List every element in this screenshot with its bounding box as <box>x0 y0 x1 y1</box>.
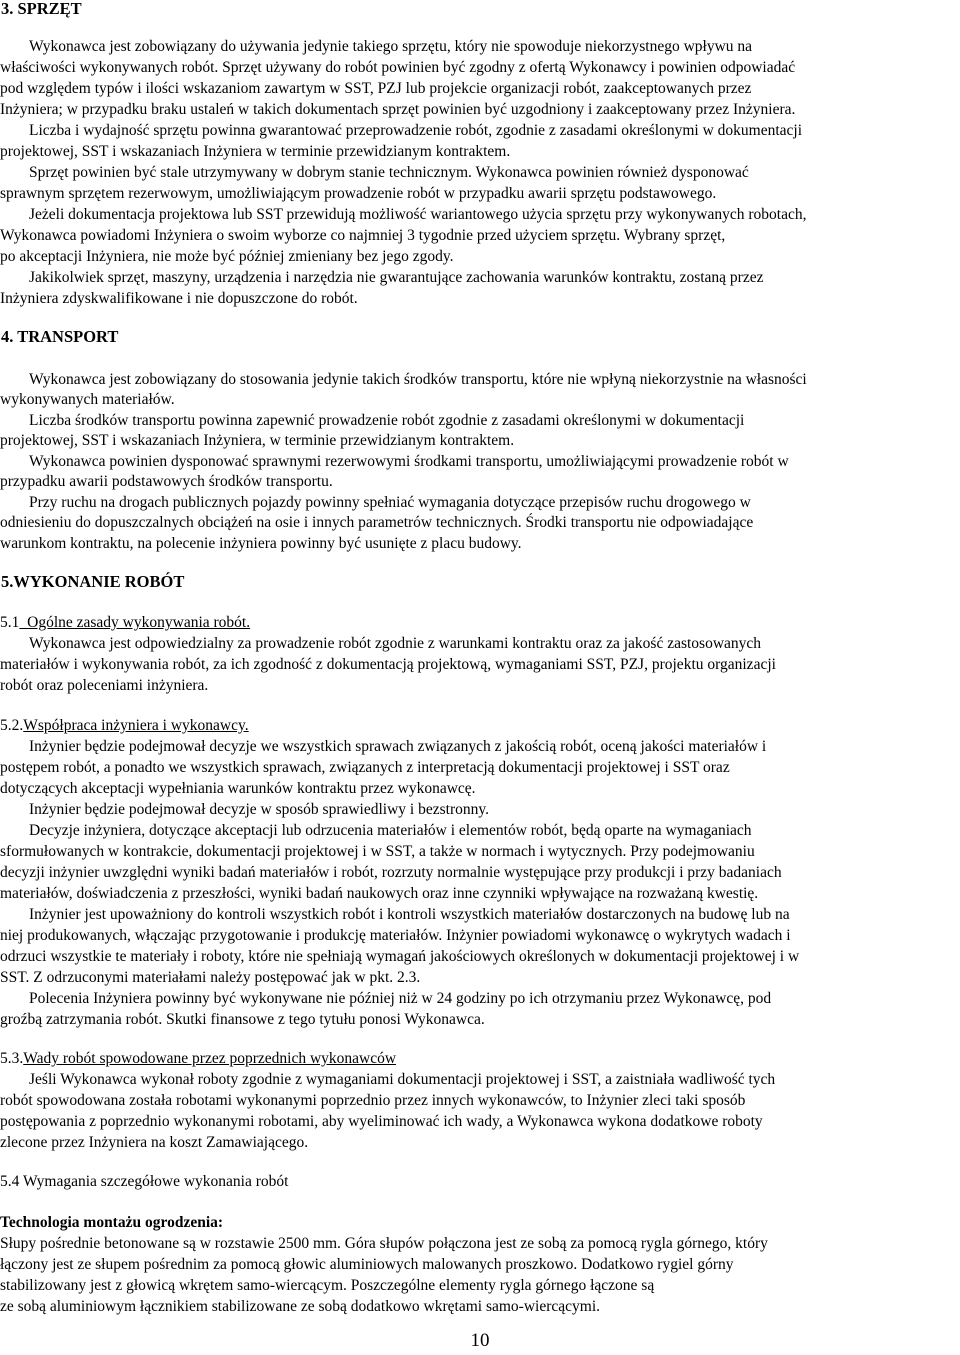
paragraph-line: niej produkowanych, włączając przygotowanie i produkcję materiałów. Inżynier powiadomi wykonawcę o wykrytych wadach i <box>0 927 791 944</box>
paragraph-line: materiałów i wykonywania robót, za ich zgodność z dokumentacją projektową, wymaganiami SST, PZJ, projektu organizacji <box>0 656 776 673</box>
subsection-number: 5.2. <box>0 717 24 734</box>
paragraph-line: sformułowanych w kontrakcie, dokumentacji projektowej i w SST, a także w normach i wytycznych. Przy podejmowaniu <box>0 843 755 860</box>
section-heading-transport: 4. TRANSPORT <box>1 327 119 346</box>
subsection-title: Ogólne zasady wykonywania robót. <box>19 614 251 631</box>
paragraph-line: robót spowodowana została robotami wykonanymi poprzednio przez innych wykonawców, to Inżynier zleci taki sposób <box>0 1092 746 1109</box>
paragraph-line: decyzji inżynier uwzględni wyniki badań materiałów i robót, rozrzuty normalnie występujące przy produkcji i przy badaniach <box>0 864 782 881</box>
paragraph-line: materiałów, doświadczenia z przeszłości, wyniki badań naukowych oraz inne czynniki wpływające na rozważaną kwestię. <box>0 885 759 902</box>
subsection-number: 5.3. <box>0 1050 24 1067</box>
paragraph-line: Wykonawca jest odpowiedzialny za prowadzenie robót zgodnie z warunkami kontraktu oraz za jakość zastosowanych <box>29 635 762 652</box>
subsection-heading-5-1 <box>0 613 250 633</box>
paragraph-line: Inżyniera zdyskwalifikowane i nie dopuszczone do robót. <box>0 290 358 307</box>
paragraph-line: warunkom kontraktu, na polecenie inżyniera powinny być usunięte z placu budowy. <box>0 535 522 552</box>
paragraph-line: Wykonawca jest zobowiązany do stosowania jedynie takich środków transportu, które nie wpłyną niekorzystnie na własności <box>29 371 807 388</box>
paragraph-line: ze sobą aluminiowym łącznikiem stabilizowane ze sobą dodatkowo wkrętami samo-wiercącymi. <box>0 1298 600 1315</box>
subsection-title: Współpraca inżyniera i wykonawcy. <box>23 717 249 734</box>
section-heading-wykonanie-robot: 5.WYKONANIE ROBÓT <box>1 572 185 591</box>
paragraph-line: Inżynier będzie podejmował decyzje we wszystkich sprawach związanych z jakością robót, oceną jakości materiałów i <box>29 738 767 755</box>
paragraph-line: zlecone przez Inżyniera na koszt Zamawiającego. <box>0 1134 309 1151</box>
paragraph-line: odniesieniu do dopuszczalnych obciążeń na osie i innych parametrów technicznych. Środki transportu nie odpowiadające <box>0 514 754 531</box>
paragraph-line: Liczba środków transportu powinna zapewnić prowadzenie robót zgodnie z zasadami określonymi w dokumentacji <box>29 412 745 429</box>
paragraph-line: Inżyniera; w przypadku braku ustaleń w takich dokumentach sprzęt powinien być uzgodniony i zaakceptowany przez Inżyniera. <box>0 101 796 118</box>
paragraph-line: robót oraz poleceniami inżyniera. <box>0 677 209 694</box>
section-heading-sprzet: 3. SPRZĘT <box>1 0 82 18</box>
paragraph-line: SST. Z odrzuconymi materiałami należy postępować jak w pkt. 2.3. <box>0 969 421 986</box>
subsection-title: Wady robót spowodowane przez poprzednich wykonawców <box>23 1050 397 1067</box>
paragraph-line: Wykonawca jest zobowiązany do używania jedynie takiego sprzętu, który nie spowoduje niekorzystnego wpływu na <box>29 38 753 55</box>
paragraph-line: Inżynier będzie podejmował decyzje w sposób sprawiedliwy i bezstronny. <box>29 801 489 818</box>
paragraph-line: Wykonawca powinien dysponować sprawnymi rezerwowymi środkami transportu, umożliwiającymi prowadzenie robót w <box>29 453 789 470</box>
paragraph-line: Wykonawca powiadomi Inżyniera o swoim wyborze co najmniej 3 tygodnie przed użyciem sprzętu. Wybrany sprzęt, <box>0 227 726 244</box>
paragraph-line: przypadku awarii podstawowych środków transportu. <box>0 473 333 490</box>
paragraph-line: projektowej, SST i wskazaniach Inżyniera, w terminie przewidzianym kontraktem. <box>0 432 515 449</box>
paragraph-line: Jeśli Wykonawca wykonał roboty zgodnie z wymaganiami dokumentacji projektowej i SST, a zaistniała wadliwość tych <box>29 1071 776 1088</box>
paragraph-line: łączony jest ze słupem pośrednim za pomocą głowic aluminiowych malowanych proszkowo. Dodatkowo rygiel górny <box>0 1256 734 1273</box>
paragraph-line: Liczba i wydajność sprzętu powinna gwarantować przeprowadzenie robót, zgodnie z zasadami określonymi w dokumentacji <box>29 122 803 139</box>
paragraph-line: odrzuci wszystkie te materiały i roboty, które nie spełniają wymagań jakościowych określonych w dokumentacji projektowej i w <box>0 948 800 965</box>
paragraph-line: postępowania z poprzednio wykonanymi robotami, aby wyeliminować ich wady, a Wykonawca wykona dodatkowe roboty <box>0 1113 763 1130</box>
paragraph-line: po akceptacji Inżyniera, nie może być później zmieniany bez jego zgody. <box>0 248 454 265</box>
subsection-heading-5-4: 5.4 Wymagania szczegółowe wykonania robót <box>0 1173 289 1190</box>
paragraph-line: pod względem typów i ilości wskazaniom zawartym w SST, PZJ lub projekcie organizacji robót, zaakceptowanych przez <box>0 80 752 97</box>
paragraph-line: Decyzje inżyniera, dotyczące akceptacji lub odrzucenia materiałów i elementów robót, będą oparte na wymaganiach <box>29 822 752 839</box>
subsection-heading-5-3 <box>0 1049 396 1069</box>
technology-heading: Technologia montażu ogrodzenia: <box>0 1214 224 1231</box>
paragraph-line: Jeżeli dokumentacja projektowa lub SST przewidują możliwość wariantowego użycia sprzętu przy wykonywanych robotach, <box>29 206 807 223</box>
paragraph-line: projektowej, SST i wskazaniach Inżyniera w terminie przewidzianym kontraktem. <box>0 143 511 160</box>
paragraph-line: Inżynier jest upoważniony do kontroli wszystkich robót i kontroli wszystkich materiałów dostarczonych na budowę lub na <box>29 906 790 923</box>
paragraph-line: Sprzęt powinien być stale utrzymywany w dobrym stanie technicznym. Wykonawca powinien również dysponować <box>29 164 749 181</box>
page-number: 10 <box>470 1330 490 1351</box>
subsection-heading-5-2 <box>0 716 249 736</box>
paragraph-line: dotyczących akceptacji wypełniania warunków kontraktu przez wykonawcę. <box>0 780 476 797</box>
paragraph-line: Słupy pośrednie betonowane są w rozstawie 2500 mm. Góra słupów połączona jest ze sobą za pomocą rygla górnego, który <box>0 1235 768 1252</box>
paragraph-line: właściwości wykonywanych robót. Sprzęt używany do robót powinien być zgodny z ofertą Wykonawcy i powinien odpowiadać <box>0 59 796 76</box>
paragraph-line: stabilizowany jest z głowicą wkrętem samo-wiercącym. Poszczególne elementy rygla górnego łączone są <box>0 1277 655 1294</box>
paragraph-line: wykonywanych materiałów. <box>0 391 175 408</box>
paragraph-line: sprawnym sprzętem rezerwowym, umożliwiającym prowadzenie robót w przypadku awarii sprzętu podstawowego. <box>0 185 717 202</box>
paragraph-line: groźbą zatrzymania robót. Skutki finansowe z tego tytułu ponosi Wykonawca. <box>0 1011 485 1028</box>
paragraph-line: Jakikolwiek sprzęt, maszyny, urządzenia i narzędzia nie gwarantujące zachowania warunków kontraktu, zostaną przez <box>29 269 764 286</box>
paragraph-line: postępem robót, a ponadto we wszystkich sprawach, związanych z interpretacją dokumentacji projektowej i SST oraz <box>0 759 730 776</box>
subsection-number: 5.1 <box>0 614 20 631</box>
paragraph-line: Przy ruchu na drogach publicznych pojazdy powinny spełniać wymagania dotyczące przepisów ruchu drogowego w <box>29 494 751 511</box>
paragraph-line: Polecenia Inżyniera powinny być wykonywane nie później niż w 24 godziny po ich otrzymaniu przez Wykonawcę, pod <box>29 990 772 1007</box>
